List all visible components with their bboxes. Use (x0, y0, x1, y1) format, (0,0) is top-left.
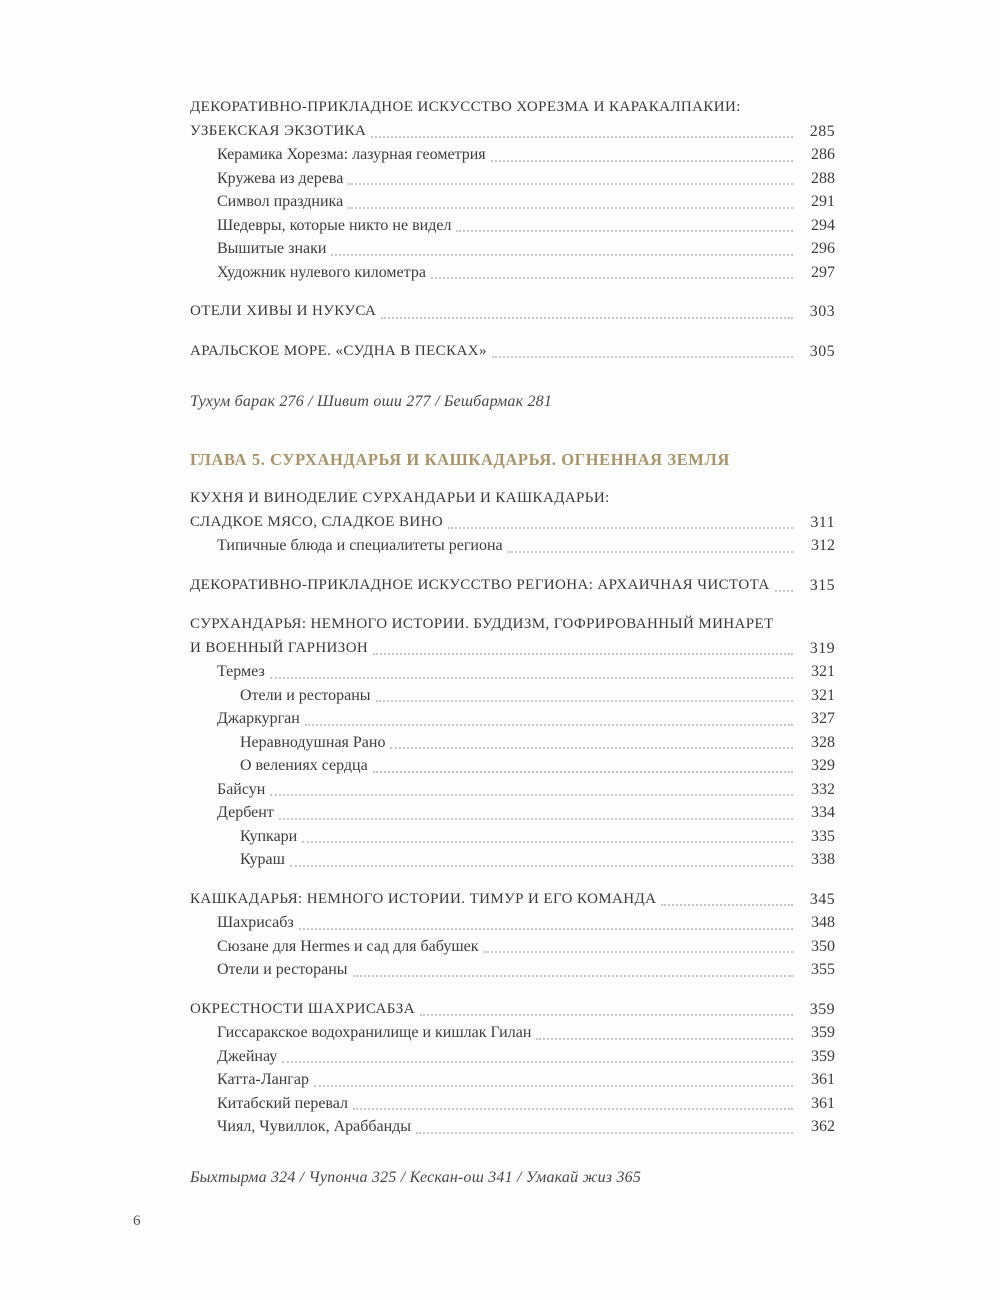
toc-entry-title: ОТЕЛИ ХИВЫ И НУКУСА (190, 303, 377, 319)
toc-entry-page: 319 (809, 639, 835, 657)
toc-entry-title: КУХНЯ И ВИНОДЕЛИЕ СУРХАНДАРЬИ И КАШКАДАРЬИ: (190, 490, 610, 506)
toc-entry-line (217, 1092, 835, 1116)
toc-entry-title: Кураш (240, 851, 285, 868)
recipe-index-line: Быхтырма 324 / Чупонча 325 / Кескан-ош 341 / Умакай жиз 365 (190, 1168, 642, 1186)
toc-entry (190, 487, 835, 534)
toc-entry-title: Термез (217, 663, 265, 680)
toc-entry-line (217, 1045, 835, 1069)
toc-entry-line (217, 167, 835, 191)
toc-entry-line (190, 574, 835, 598)
toc-entry-line (217, 935, 835, 959)
toc-entry-line (217, 534, 835, 558)
toc-entry-page: 334 (811, 804, 835, 821)
dotted-leader (373, 771, 793, 773)
toc-entry-line (240, 825, 835, 849)
dotted-leader (492, 356, 793, 358)
toc-entry-title: Купкари (240, 827, 298, 845)
toc-entry-title: Шедевры, которые никто не видел (217, 216, 452, 234)
toc-entry (190, 143, 835, 167)
toc-entry (190, 1068, 835, 1092)
chapter-heading: ГЛАВА 5. СУРХАНДАРЬЯ И КАШКАДАРЬЯ. ОГНЕННАЯ ЗЕМЛЯ (190, 449, 730, 469)
dotted-leader (290, 865, 793, 867)
toc-entry-line (240, 731, 835, 755)
toc-entry (190, 958, 835, 982)
toc-entry-page: 329 (811, 757, 835, 774)
toc-entry (190, 935, 835, 959)
toc-entry-page: 355 (811, 961, 835, 978)
toc-entry-title: И ВОЕННЫЙ ГАРНИЗОН (190, 639, 369, 656)
toc-entry-line (190, 888, 835, 912)
toc-entry-title: Гиссаракское водохранилище и кишлак Гилан (217, 1024, 532, 1041)
dotted-leader (348, 207, 793, 209)
toc-entry-page: 361 (811, 1094, 835, 1112)
toc-entry-page: 359 (811, 1047, 835, 1065)
dotted-leader (416, 1132, 793, 1134)
toc-entry (190, 340, 835, 364)
dotted-leader (448, 527, 793, 529)
dotted-leader (376, 700, 793, 702)
toc-entry-line (190, 487, 835, 511)
dotted-leader (270, 794, 793, 796)
toc-entry-title: Типичные блюда и специалитеты региона (217, 537, 503, 554)
dotted-leader (371, 136, 793, 138)
dotted-leader (353, 975, 793, 977)
dotted-leader (305, 724, 793, 726)
dotted-leader (775, 590, 793, 592)
dotted-leader (299, 928, 793, 930)
toc-entry-line (217, 261, 835, 285)
toc-entry-title: О велениях сердца (240, 757, 368, 774)
toc-entry-line (217, 1115, 835, 1139)
toc-entry-title: ДЕКОРАТИВНО-ПРИКЛАДНОЕ ИСКУССТВО ХОРЕЗМА И КАРАКАЛПАКИИ: (190, 99, 741, 115)
toc-entry-title: ДЕКОРАТИВНО-ПРИКЛАДНОЕ ИСКУССТВО РЕГИОНА: АРХАИЧНАЯ ЧИСТОТА (190, 576, 770, 593)
toc-entry-title: КАШКАДАРЬЯ: НЕМНОГО ИСТОРИИ. ТИМУР И ЕГО КОМАНДА (190, 890, 657, 907)
toc-entry-title: Отели и рестораны (240, 686, 371, 704)
toc-entry (190, 214, 835, 238)
toc-entry-page: 361 (811, 1071, 835, 1088)
toc-entry-title: Керамика Хорезма: лазурная геометрия (217, 146, 486, 163)
toc-entry (190, 707, 835, 731)
toc-entry-line (190, 511, 835, 535)
toc-entry-page: 305 (809, 342, 835, 360)
toc-entry-line (217, 778, 835, 802)
dotted-leader (302, 841, 793, 843)
toc-entry-title: Художник нулевого километра (217, 263, 426, 281)
toc-entry-line (217, 1068, 835, 1092)
toc-entry-page: 303 (809, 303, 835, 320)
toc-entry-line (190, 613, 835, 637)
toc-entry-title: Неравнодушная Рано (240, 733, 386, 751)
toc-entry-line (217, 660, 835, 684)
toc-entry-page: 332 (811, 780, 835, 798)
toc-entry-page: 286 (811, 146, 835, 163)
toc-entry-page: 321 (811, 686, 835, 704)
dotted-leader (456, 230, 793, 232)
toc-entry-page: 350 (811, 937, 835, 955)
toc-entry-line (190, 637, 835, 661)
toc-entry-page: 294 (811, 216, 835, 234)
dotted-leader (348, 183, 793, 185)
toc-entry-page: 315 (809, 576, 835, 594)
toc-entry (190, 613, 835, 660)
toc-entry-page: 328 (811, 733, 835, 751)
toc-entry-title: ОКРЕСТНОСТИ ШАХРИСАБЗА (190, 1000, 415, 1017)
dotted-leader (373, 653, 793, 655)
recipe-index-line: Тухум барак 276 / Шивит оши 277 / Бешбармак 281 (190, 393, 553, 410)
toc-entry (190, 848, 835, 872)
toc-entry (190, 754, 835, 778)
toc-entry-page: 297 (811, 263, 835, 281)
toc-entry-title: Кружева из дерева (217, 169, 344, 187)
toc-entry (190, 1045, 835, 1069)
toc-entry (190, 167, 835, 191)
toc-entry-line (190, 300, 835, 324)
toc-entry-line (240, 754, 835, 778)
toc-entry-title: Вышитые знаки (217, 240, 327, 257)
dotted-leader (390, 747, 793, 749)
toc-entry (190, 534, 835, 558)
dotted-leader (508, 551, 793, 553)
toc-entry (190, 684, 835, 708)
toc-entry-title: Отели и рестораны (217, 961, 348, 978)
dotted-leader (484, 951, 793, 953)
dotted-leader (314, 1085, 793, 1087)
toc-entry (190, 1115, 835, 1139)
toc-entry-line (217, 1021, 835, 1045)
toc-entry-line (217, 214, 835, 238)
dotted-leader (661, 904, 793, 906)
dotted-leader (420, 1014, 793, 1016)
toc-entry-title: СУРХАНДАРЬЯ: НЕМНОГО ИСТОРИИ. БУДДИЗМ, ГОФРИРОВАННЫЙ МИНАРЕТ (190, 616, 774, 632)
toc-entry (190, 261, 835, 285)
toc-entry-page: 311 (810, 513, 835, 531)
dotted-leader (270, 677, 793, 679)
toc-entry-title: Чиял, Чувиллок, Араббанды (217, 1118, 412, 1135)
dotted-leader (331, 254, 793, 256)
toc-entry-line (217, 801, 835, 825)
toc-entry (190, 801, 835, 825)
toc-entry-line (217, 237, 835, 261)
toc-entry-line (217, 143, 835, 167)
toc-entry (190, 96, 835, 143)
toc-entry-page: 312 (811, 537, 835, 554)
folio-page-number: 6 (133, 1213, 141, 1229)
toc-entry-line (240, 684, 835, 708)
toc-entry-line (217, 190, 835, 214)
dotted-leader (491, 160, 793, 162)
toc-entry-title: Шахрисабз (217, 914, 294, 931)
toc-entry-page: 338 (811, 851, 835, 868)
toc-entry-line (240, 848, 835, 872)
dotted-leader (279, 818, 793, 820)
toc-entry-title: Джейнау (217, 1047, 278, 1065)
toc-entry (190, 825, 835, 849)
dotted-leader (431, 277, 793, 279)
toc-entry-line (217, 911, 835, 935)
dotted-leader (381, 317, 793, 319)
toc-entry-title: УЗБЕКСКАЯ ЭКЗОТИКА (190, 122, 367, 139)
toc (190, 96, 835, 1189)
toc-entry (190, 300, 835, 324)
toc-entry (190, 888, 835, 912)
toc-entry-line (217, 958, 835, 982)
toc-entry-page: 359 (809, 1000, 835, 1018)
toc-entry-title: Сюзане для Hermes и сад для бабушек (217, 937, 479, 955)
toc-entry-line (190, 340, 835, 364)
dotted-leader (536, 1038, 793, 1040)
toc-entry-page: 348 (811, 914, 835, 931)
toc-entry-page: 327 (811, 710, 835, 727)
toc-entry-line (190, 998, 835, 1022)
toc-entry-page: 335 (811, 827, 835, 845)
toc-entry-title: СЛАДКОЕ МЯСО, СЛАДКОЕ ВИНО (190, 513, 444, 530)
toc-entry (190, 778, 835, 802)
dotted-leader (282, 1061, 793, 1063)
toc-entry-page: 359 (811, 1024, 835, 1041)
dotted-leader (353, 1108, 793, 1110)
toc-entry-title: Символ праздника (217, 193, 344, 210)
toc-entry-line (190, 120, 835, 144)
toc-entry (190, 190, 835, 214)
toc-entry-line (217, 707, 835, 731)
toc-entry-page: 291 (811, 193, 835, 210)
toc-entry (190, 911, 835, 935)
toc-entry-line (190, 96, 835, 120)
toc-entry-page: 288 (811, 169, 835, 187)
toc-entry-page: 285 (809, 122, 835, 140)
toc-entry-title: Катта-Лангар (217, 1071, 309, 1088)
toc-entry-title: Дербент (217, 804, 274, 821)
toc-entry-page: 362 (811, 1118, 835, 1135)
toc-entry (190, 574, 835, 598)
toc-entry-title: АРАЛЬСКОЕ МОРЕ. «СУДНА В ПЕСКАХ» (190, 342, 487, 359)
toc-entry-page: 321 (811, 663, 835, 680)
toc-entry (190, 998, 835, 1022)
toc-entry (190, 1092, 835, 1116)
toc-entry (190, 660, 835, 684)
toc-entry (190, 1021, 835, 1045)
toc-entry (190, 237, 835, 261)
toc-entry-page: 296 (811, 240, 835, 257)
toc-entry-title: Джаркурган (217, 710, 300, 727)
toc-entry-page: 345 (809, 890, 835, 908)
toc-entry (190, 731, 835, 755)
toc-entry-title: Байсун (217, 780, 266, 798)
toc-entry-title: Китабский перевал (217, 1094, 348, 1112)
